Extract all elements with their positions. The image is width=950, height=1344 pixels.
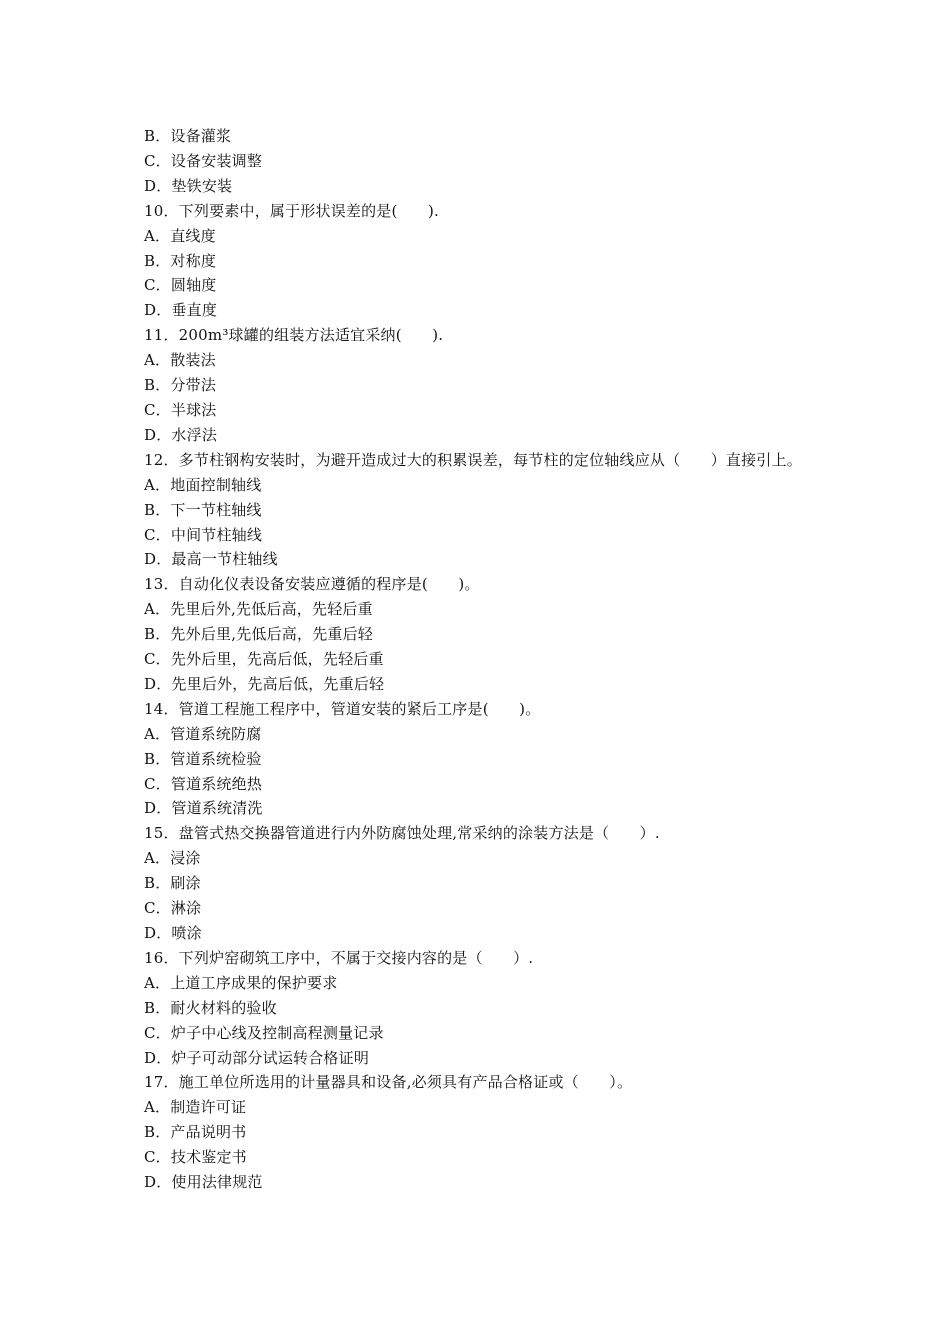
answer-option: C．圆轴度 [144,276,217,295]
answer-option: A．直线度 [144,226,216,245]
answer-option: D．先里后外，先高后低，先重后轻 [144,674,385,693]
question-text: 16．下列炉窑砌筑工序中，不属于交接内容的是（ ）. [144,948,534,967]
question-text: 14．管道工程施工程序中，管道安装的紧后工序是( )。 [144,699,541,718]
answer-option: A．散装法 [144,351,216,370]
answer-option: D．水浮法 [144,425,218,444]
document-page [144,124,824,1195]
answer-option: B．下一节柱轴线 [144,500,262,519]
answer-option: D．垫铁安装 [144,176,233,195]
answer-option: B．对称度 [144,251,217,270]
answer-option: C．半球法 [144,400,217,419]
question-text: 15．盘管式热交换器管道进行内外防腐蚀处理,常采纳的涂装方法是（ ）. [144,824,660,843]
answer-option: D．使用法律规范 [144,1173,263,1192]
answer-option: B．分带法 [144,376,217,395]
answer-option: C．淋涂 [144,899,202,918]
answer-option: C．中间节柱轴线 [144,525,263,544]
answer-option: A．地面控制轴线 [144,475,262,494]
answer-option: C．设备安装调整 [144,151,263,170]
question-text: 17．施工单位所选用的计量器具和设备,必须具有产品合格证或（ ）。 [144,1073,633,1092]
answer-option: A．浸涂 [144,849,201,868]
answer-option: A．制造许可证 [144,1098,247,1117]
answer-option: C．管道系统绝热 [144,774,263,793]
answer-option: A．上道工序成果的保护要求 [144,973,338,992]
answer-option: B．设备灌浆 [144,127,232,145]
question-text: 11．200m³球罐的组装方法适宜采纳( ). [144,326,444,345]
answer-option: A．管道系统防腐 [144,724,262,743]
answer-option: D．炉子可动部分试运转合格证明 [144,1048,370,1067]
answer-option: D．管道系统清洗 [144,799,263,818]
answer-option: C．技术鉴定书 [144,1148,247,1167]
question-text: 12．多节柱钢构安装时，为避开造成过大的积累误差，每节柱的定位轴线应从（ ）直接引上。 [144,450,802,469]
answer-option: D．垂直度 [144,301,218,320]
question-text: 10．下列要素中，属于形状误差的是( ). [144,201,439,220]
answer-option: D．喷涂 [144,924,202,942]
question-text: 13．自动化仪表设备安装应遵循的程序是( )。 [144,575,480,594]
answer-option: D．最高一节柱轴线 [144,550,278,569]
answer-option: C．炉子中心线及控制高程测量记录 [144,1023,384,1042]
answer-option: A．先里后外,先低后高，先轻后重 [144,600,373,619]
answer-option: B．管道系统检验 [144,749,262,768]
answer-option: B．先外后里,先低后高，先重后轻 [144,625,373,644]
answer-option: C．先外后里，先高后低，先轻后重 [144,650,384,669]
answer-option: B．产品说明书 [144,1123,247,1142]
answer-option: B．耐火材料的验收 [144,998,277,1017]
answer-option: B．刷涂 [144,874,201,893]
